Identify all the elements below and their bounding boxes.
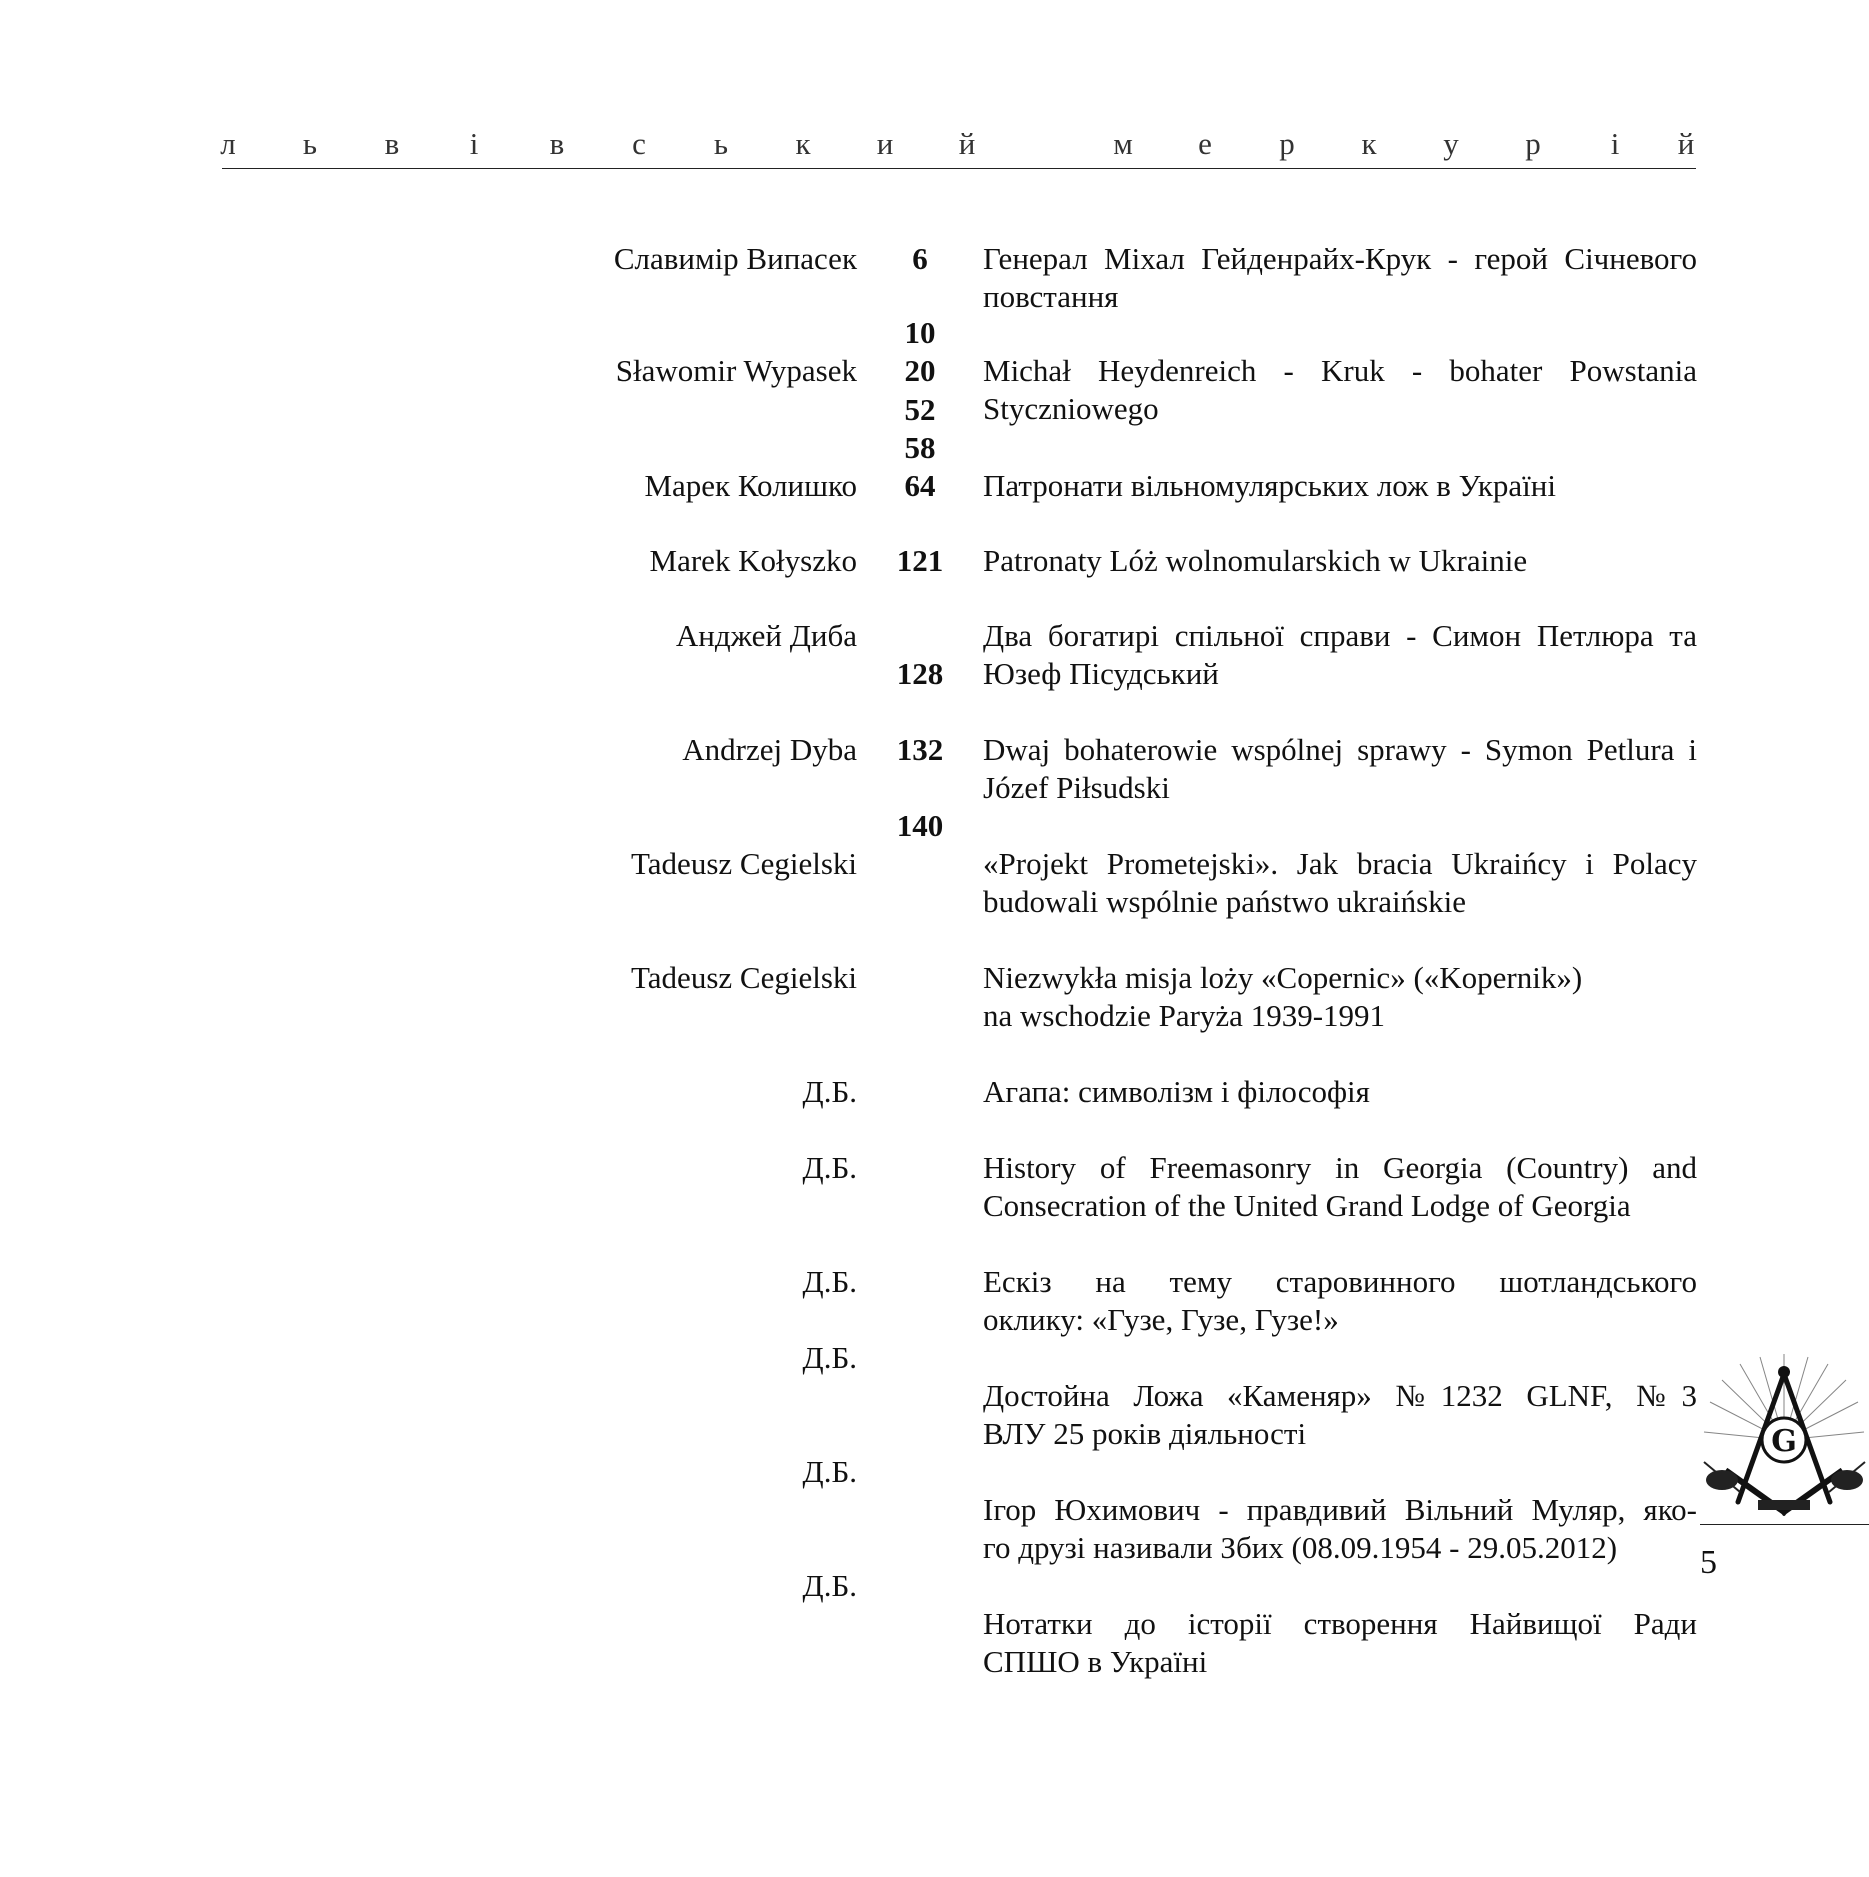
toc-title-line: СПШО в Україні — [983, 1644, 1208, 1679]
header-letter: к — [795, 126, 811, 161]
header-letter: в — [384, 126, 400, 161]
header-letter: в — [549, 126, 565, 161]
toc-title — [983, 1263, 1697, 1339]
square-compasses-emblem-icon — [1700, 1352, 1869, 1527]
header-letter: к — [1361, 126, 1377, 161]
toc-title — [983, 1605, 1697, 1681]
header-letter: ь — [713, 126, 729, 161]
toc-author: Славимір Випасек — [613, 241, 857, 276]
toc-title — [983, 617, 1697, 693]
toc-title — [983, 1491, 1697, 1567]
toc-author: Д.Б. — [802, 1454, 857, 1489]
emblem-rule — [1700, 1524, 1869, 1525]
toc-title-line: Patronaty Lóż wolnomularskich w Ukrainie — [983, 543, 1528, 578]
header-letter: л — [220, 126, 236, 161]
toc-author: Д.Б. — [802, 1568, 857, 1603]
toc-title-line: Styczniowego — [983, 391, 1159, 426]
toc-page-number: 20 — [904, 353, 936, 388]
header-letter: і — [1610, 126, 1620, 161]
toc-title-line: Ескіз на тему старовинного шотландського — [983, 1264, 1697, 1299]
toc-title-line: Генерал Міхал Гейденрайх-Крук - герой Січневого — [983, 241, 1697, 276]
toc-title-line: na wschodzie Paryża 1939-1991 — [983, 998, 1386, 1033]
running-header — [222, 124, 1696, 169]
toc-title — [983, 352, 1697, 428]
toc-title-line: Нотатки до історії створення Найвищої Ради — [983, 1606, 1697, 1641]
toc-author: Анджей Диба — [675, 618, 857, 653]
toc-page-number: 132 — [896, 732, 944, 767]
header-letter: р — [1279, 126, 1295, 161]
toc-title — [983, 1377, 1697, 1453]
header-letter: и — [876, 126, 894, 161]
toc-title — [983, 959, 1697, 1035]
toc-title — [983, 1073, 1697, 1111]
toc-title — [983, 542, 1697, 580]
toc-author: Marek Kołyszko — [649, 543, 857, 578]
svg-text:G: G — [1771, 1424, 1797, 1459]
toc-page-number: 58 — [904, 430, 936, 465]
header-letter: е — [1198, 126, 1212, 161]
toc-page-number: 140 — [896, 808, 944, 843]
toc-title — [983, 731, 1697, 807]
toc-author: Tadeusz Cegielski — [631, 846, 857, 881]
toc-author: Д.Б. — [802, 1074, 857, 1109]
header-letter: і — [469, 126, 479, 161]
header-letter: р — [1525, 126, 1541, 161]
toc-title-line: ВЛУ 25 років діяльності — [983, 1416, 1307, 1451]
toc-title-line: Dwaj bohaterowie wspólnej sprawy - Symon Petlura i — [983, 732, 1697, 767]
toc-title-line: Агапа: символізм і філософія — [983, 1074, 1370, 1109]
toc-title-line: оклику: «Гузе, Гузе, Гузе!» — [983, 1302, 1339, 1337]
toc-title — [983, 845, 1697, 921]
toc-author: Tadeusz Cegielski — [631, 960, 857, 995]
toc-title — [983, 240, 1697, 316]
header-letter: ь — [302, 126, 318, 161]
toc-title-line: Два богатирі спільної справи - Симон Петлюра та — [983, 618, 1697, 653]
toc-title-line: Niezwykła misja loży «Copernic» («Kopernik») — [983, 960, 1583, 995]
toc-author: Д.Б. — [802, 1264, 857, 1299]
toc-page-number: 64 — [904, 468, 936, 503]
toc-title-line: «Projekt Prometejski». Jak bracia Ukraińcy i Polacy — [983, 846, 1697, 881]
toc-author: Марек Колишко — [644, 468, 857, 503]
toc-author: Д.Б. — [802, 1340, 857, 1375]
header-letter: й — [1677, 126, 1695, 161]
toc-title-line: го друзі називали Збих (08.09.1954 - 29.05.2012) — [983, 1530, 1618, 1565]
toc-title-line: History of Freemasonry in Georgia (Country) and — [983, 1150, 1697, 1185]
toc-title-line: Consecration of the United Grand Lodge of Georgia — [983, 1188, 1631, 1223]
toc-page-number: 6 — [912, 241, 928, 276]
header-letter: с — [632, 126, 646, 161]
toc-title-line: Michał Heydenreich - Kruk - bohater Powstania — [983, 353, 1697, 388]
toc-page-number: 128 — [896, 656, 944, 691]
header-letter: у — [1443, 126, 1459, 161]
header-letter: м — [1113, 126, 1133, 161]
toc-author: Sławomir Wypasek — [615, 353, 857, 388]
toc-title-line: Юзеф Пісудський — [983, 656, 1219, 691]
toc-title-line: Ігор Юхимович - правдивий Вільний Муляр, яко- — [983, 1492, 1697, 1527]
toc-title-line: повстання — [983, 279, 1119, 314]
page-number: 5 — [1700, 1544, 1717, 1581]
toc-title — [983, 1149, 1697, 1225]
toc-page-number: 52 — [904, 392, 936, 427]
toc-title-line: Патронати вільномулярських лож в Україні — [983, 468, 1556, 503]
toc-author: Andrzej Dyba — [682, 732, 857, 767]
toc-page-number: 10 — [904, 315, 936, 350]
toc-page-number: 121 — [896, 543, 944, 578]
toc-title-line: Достойна Ложа «Каменяр» №1232 GLNF, №3 — [983, 1378, 1697, 1413]
header-letter: й — [958, 126, 976, 161]
toc-title-line: Józef Piłsudski — [983, 770, 1170, 805]
toc-author: Д.Б. — [802, 1150, 857, 1185]
toc-title — [983, 467, 1697, 505]
toc-title-line: budowali wspólnie państwo ukraińskie — [983, 884, 1467, 919]
